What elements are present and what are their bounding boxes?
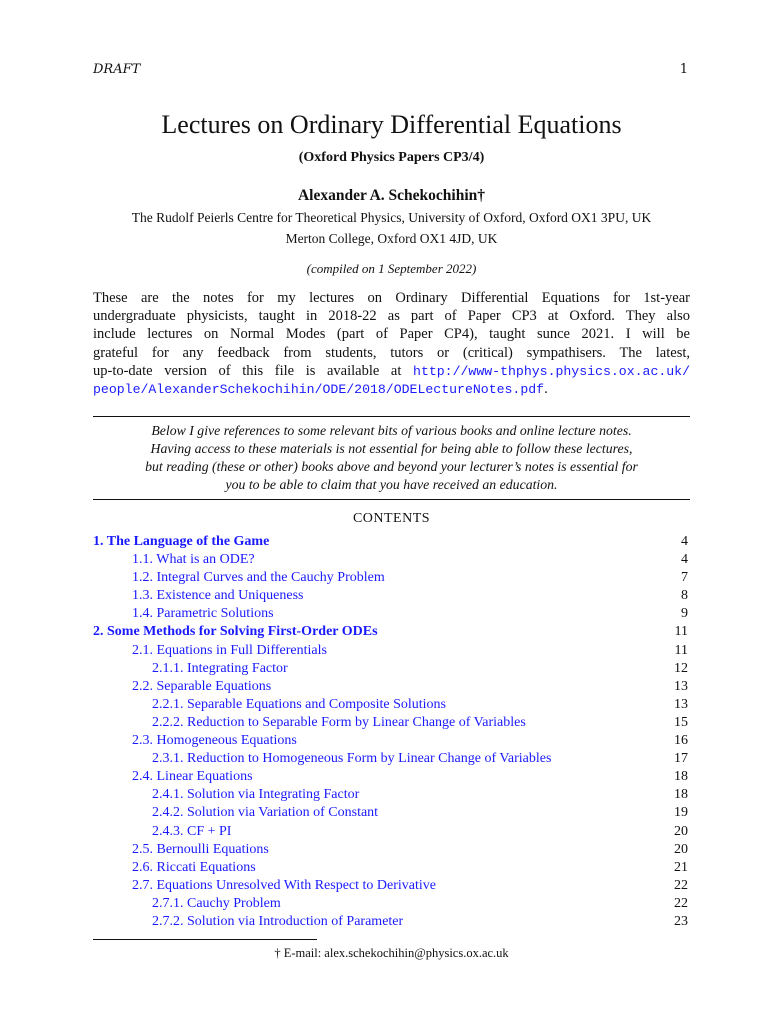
compiled-date: (compiled on 1 September 2022) bbox=[306, 261, 477, 276]
toc-entry-label[interactable]: 2.7.2. Solution via Introduction of Parameter bbox=[152, 913, 404, 929]
contents-heading: CONTENTS bbox=[352, 511, 431, 526]
toc-entry-page: 22 bbox=[674, 877, 688, 893]
toc-entry-label[interactable]: 2.1.1. Integrating Factor bbox=[152, 660, 288, 676]
url-intro: up-to-date version of this file is available at bbox=[93, 362, 402, 379]
toc-entry-page: 12 bbox=[674, 660, 688, 676]
references-note bbox=[93, 422, 690, 494]
toc-entry-label[interactable]: 2. Some Methods for Solving First-Order ODEs bbox=[93, 624, 378, 640]
toc-entry-label[interactable]: 1.4. Parametric Solutions bbox=[132, 606, 274, 622]
toc-entry-label[interactable]: 2.4.1. Solution via Integrating Factor bbox=[152, 787, 360, 803]
affiliation-1: The Rudolf Peierls Centre for Theoretical Physics, University of Oxford, Oxford OX1 3PU, UK bbox=[131, 210, 652, 225]
file-url-link-continued[interactable]: people/AlexanderSchekochihin/ODE/2018/ODELectureNotes.pdf bbox=[93, 381, 545, 397]
toc-entry-label[interactable]: 2.2.2. Reduction to Separable Form by Linear Change of Variables bbox=[152, 714, 526, 730]
toc-entry-page: 13 bbox=[674, 678, 688, 694]
toc-entry-page: 4 bbox=[681, 534, 688, 549]
bottom-rule bbox=[93, 499, 690, 500]
toc-entry[interactable] bbox=[93, 587, 690, 605]
document-title: Lectures on Ordinary Differential Equations bbox=[161, 110, 622, 139]
toc-entry[interactable] bbox=[93, 714, 690, 732]
toc-entry-page: 9 bbox=[681, 606, 688, 622]
toc-entry-label[interactable]: 2.7. Equations Unresolved With Respect to Derivative bbox=[132, 877, 437, 893]
toc-entry-page: 18 bbox=[674, 787, 688, 803]
draft-label: DRAFT bbox=[93, 62, 141, 77]
abstract bbox=[93, 289, 690, 398]
toc-entry-page: 11 bbox=[674, 624, 688, 640]
toc-entry-label[interactable]: 2.5. Bernoulli Equations bbox=[132, 841, 269, 857]
toc-entry-label[interactable]: 1.1. What is an ODE? bbox=[132, 552, 255, 568]
toc-entry[interactable] bbox=[93, 913, 690, 931]
toc-entry-page: 11 bbox=[674, 642, 688, 658]
table-of-contents bbox=[93, 533, 690, 931]
toc-entry-page: 21 bbox=[674, 859, 688, 875]
toc-entry-label[interactable]: 2.1. Equations in Full Differentials bbox=[132, 642, 327, 658]
note-line: you to be able to claim that you have received an education. bbox=[225, 477, 558, 492]
toc-entry-label[interactable]: 2.3.1. Reduction to Homogeneous Form by Linear Change of Variables bbox=[152, 751, 552, 767]
toc-entry-label[interactable]: 2.4.2. Solution via Variation of Constant bbox=[152, 805, 379, 821]
toc-entry-page: 23 bbox=[674, 913, 688, 929]
toc-entry-page: 8 bbox=[681, 588, 688, 604]
toc-entry[interactable] bbox=[93, 533, 690, 551]
toc-entry[interactable] bbox=[93, 660, 690, 678]
affiliation-2: Merton College, Oxford OX1 4JD, UK bbox=[285, 231, 498, 246]
abstract-line: grateful for any feedback from students, tutors or (critical) sympathisers. The latest, bbox=[93, 344, 690, 361]
toc-entry-label[interactable]: 1.3. Existence and Uniqueness bbox=[132, 588, 304, 604]
toc-entry-page: 4 bbox=[681, 552, 688, 568]
toc-entry-page: 15 bbox=[674, 714, 688, 730]
file-url-link[interactable]: http://www-thphys.physics.ox.ac.uk/ bbox=[413, 363, 691, 379]
toc-entry-label[interactable]: 2.4.3. CF + PI bbox=[152, 823, 232, 839]
toc-entry[interactable] bbox=[93, 841, 690, 859]
toc-entry-page: 20 bbox=[674, 823, 688, 839]
toc-entry-page: 7 bbox=[681, 570, 688, 586]
toc-entry[interactable] bbox=[93, 696, 690, 714]
url-end: . bbox=[544, 380, 548, 397]
toc-entry[interactable] bbox=[93, 642, 690, 660]
toc-entry[interactable] bbox=[93, 823, 690, 841]
toc-entry[interactable] bbox=[93, 678, 690, 696]
toc-entry-page: 19 bbox=[674, 805, 688, 821]
toc-entry[interactable] bbox=[93, 750, 690, 768]
toc-entry-label[interactable]: 2.6. Riccati Equations bbox=[132, 859, 256, 875]
toc-entry[interactable] bbox=[93, 859, 690, 877]
footnote-rule bbox=[93, 939, 317, 940]
toc-entry-label[interactable]: 1.2. Integral Curves and the Cauchy Problem bbox=[132, 570, 385, 586]
toc-entry-label[interactable]: 2.3. Homogeneous Equations bbox=[132, 733, 297, 749]
abstract-line: undergraduate physicists, taught in 2018-22 as part of Paper CP3 at Oxford. They also bbox=[93, 308, 690, 325]
toc-entry[interactable] bbox=[93, 551, 690, 569]
toc-entry-page: 17 bbox=[674, 751, 688, 767]
note-line: Having access to these materials is not essential for being able to follow these lectures, bbox=[150, 441, 633, 456]
toc-entry-page: 22 bbox=[674, 895, 688, 911]
toc-entry-page: 20 bbox=[674, 841, 688, 857]
toc-entry[interactable] bbox=[93, 732, 690, 750]
toc-entry-label[interactable]: 2.2.1. Separable Equations and Composite Solutions bbox=[152, 696, 446, 712]
toc-entry[interactable] bbox=[93, 768, 690, 786]
toc-entry-label[interactable]: 1. The Language of the Game bbox=[93, 534, 270, 549]
toc-entry[interactable] bbox=[93, 623, 690, 641]
toc-entry[interactable] bbox=[93, 804, 690, 822]
top-rule bbox=[93, 416, 690, 417]
toc-entry-page: 16 bbox=[674, 733, 688, 749]
toc-entry[interactable] bbox=[93, 786, 690, 804]
note-line: but reading (these or other) books above and beyond your lecturer’s notes is essential for bbox=[145, 459, 638, 474]
toc-entry-label[interactable]: 2.4. Linear Equations bbox=[132, 769, 253, 785]
page-number: 1 bbox=[679, 62, 688, 77]
abstract-line bbox=[93, 362, 690, 380]
toc-entry[interactable] bbox=[93, 569, 690, 587]
document-page bbox=[93, 0, 690, 1024]
document-subtitle: (Oxford Physics Papers CP3/4) bbox=[298, 150, 485, 165]
toc-entry-label[interactable]: 2.2. Separable Equations bbox=[132, 678, 272, 694]
toc-entry[interactable] bbox=[93, 605, 690, 623]
toc-entry-page: 13 bbox=[674, 696, 688, 712]
toc-entry-label[interactable]: 2.7.1. Cauchy Problem bbox=[152, 895, 281, 911]
footnote: † E-mail: alex.schekochihin@physics.ox.ac.uk bbox=[274, 946, 509, 960]
abstract-line: These are the notes for my lectures on Ordinary Differential Equations for 1st-year bbox=[93, 290, 690, 306]
toc-entry[interactable] bbox=[93, 895, 690, 913]
author-name: Alexander A. Schekochihin† bbox=[297, 187, 486, 204]
toc-entry[interactable] bbox=[93, 877, 690, 895]
toc-entry-page: 18 bbox=[674, 769, 688, 785]
abstract-line bbox=[93, 380, 690, 398]
abstract-line: include lectures on Normal Modes (part of Paper CP4), taught sunce 2021. I will be bbox=[93, 326, 690, 343]
note-line: Below I give references to some relevant bits of various books and online lecture notes. bbox=[151, 423, 632, 438]
